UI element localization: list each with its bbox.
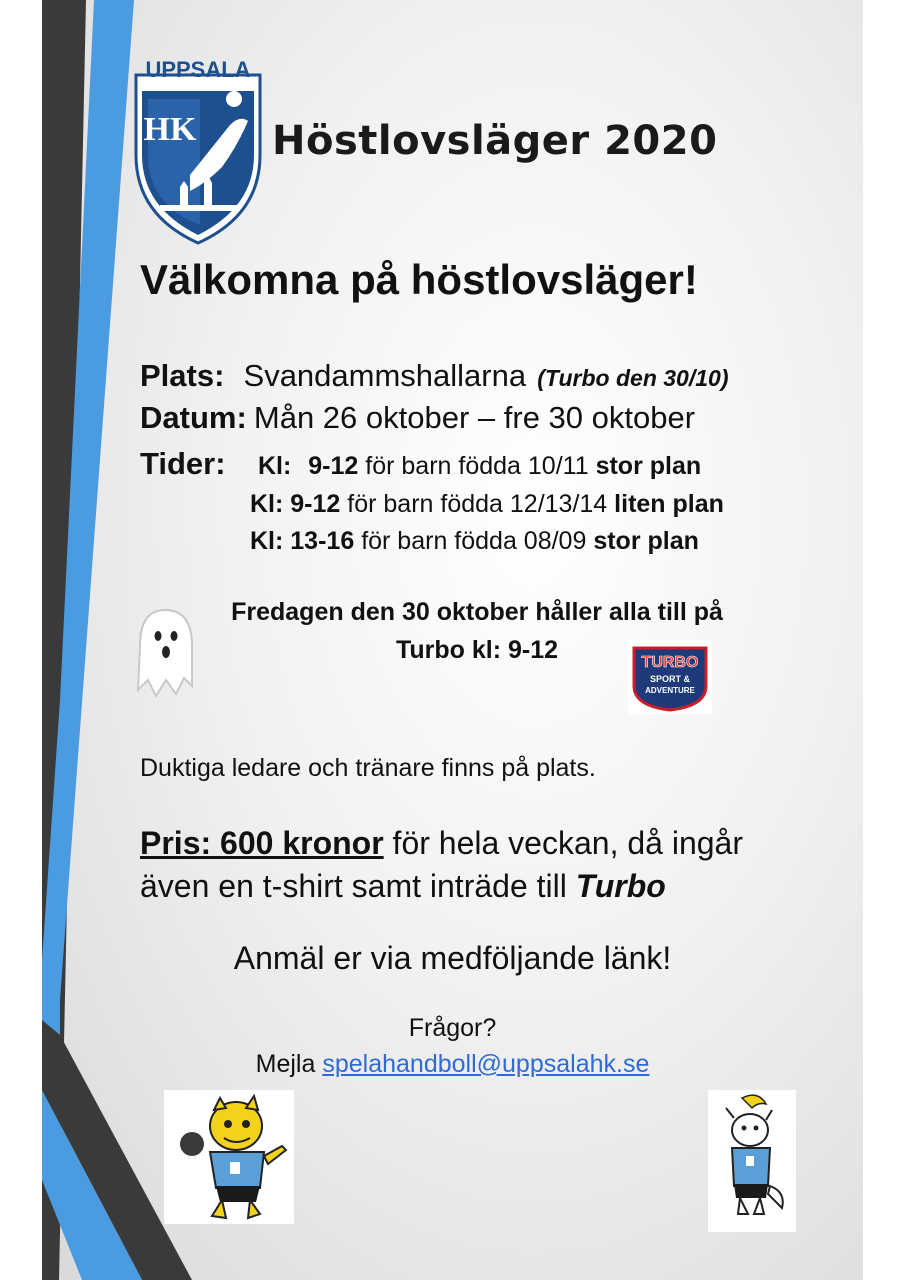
time-kl: Kl: (250, 490, 284, 518)
time-value: 9-12 (290, 490, 341, 518)
time-row (258, 452, 701, 481)
datum-label: Datum: (140, 400, 247, 435)
poster-page (42, 0, 863, 1280)
datum-value: Mån 26 oktober – fre 30 oktober (253, 400, 696, 435)
time-plan: stor plan (593, 527, 699, 555)
time-value: 9-12 (308, 452, 359, 480)
logo-initials: HK (143, 111, 197, 148)
price-turbo: Turbo (575, 868, 666, 904)
price-rest: för hela veckan, då ingår (392, 825, 743, 861)
friday-line1: Fredagen den 30 oktober håller alla till på (231, 598, 723, 626)
plats-row (140, 358, 728, 394)
welcome-heading: Välkomna på höstlovsläger! (140, 256, 698, 303)
turbo-logo-icon (628, 640, 712, 714)
contact-line (42, 1050, 863, 1079)
poster-title: Höstlovsläger 2020 (272, 118, 718, 164)
contact-mejla: Mejla (255, 1050, 316, 1078)
time-row (250, 527, 699, 556)
fox-mascot-icon (708, 1090, 796, 1232)
club-logo-icon (130, 55, 266, 245)
turbo-logo-word: TURBO (641, 654, 699, 671)
leaders-text: Duktiga ledare och tränare finns på plats. (140, 754, 596, 782)
plats-label: Plats: (140, 358, 225, 393)
datum-row (140, 400, 695, 436)
time-row (250, 490, 724, 519)
price-line2 (140, 868, 666, 905)
friday-line2: Turbo kl: 9-12 (395, 636, 559, 664)
time-kl: Kl: (250, 527, 284, 555)
logo-text: UPPSALA (145, 57, 251, 82)
time-text: för barn födda 08/09 (361, 527, 587, 555)
price-line1 (140, 825, 743, 862)
time-text: för barn födda 10/11 (365, 452, 589, 480)
signup-text: Anmäl er via medföljande länk! (233, 940, 672, 976)
time-kl: Kl: (258, 452, 292, 480)
turbo-logo-sport: SPORT & (649, 674, 691, 684)
time-value: 13-16 (290, 527, 355, 555)
time-text: för barn födda 12/13/14 (347, 490, 608, 518)
tider-label: Tider: (140, 446, 226, 481)
plats-value: Svandammshallarna (243, 358, 527, 393)
price-line2-text: även en t-shirt samt inträde till (140, 868, 567, 904)
email-link[interactable]: spelahandboll@uppsalahk.se (322, 1050, 650, 1078)
price-label: Pris: 600 kronor (140, 825, 384, 861)
turbo-logo-adventure: ADVENTURE (645, 686, 695, 695)
time-plan: stor plan (595, 452, 702, 480)
plats-note: (Turbo den 30/10) (537, 365, 729, 391)
time-plan: liten plan (614, 490, 724, 518)
contact-question: Frågor? (408, 1014, 497, 1042)
tiger-mascot-icon (164, 1090, 294, 1224)
